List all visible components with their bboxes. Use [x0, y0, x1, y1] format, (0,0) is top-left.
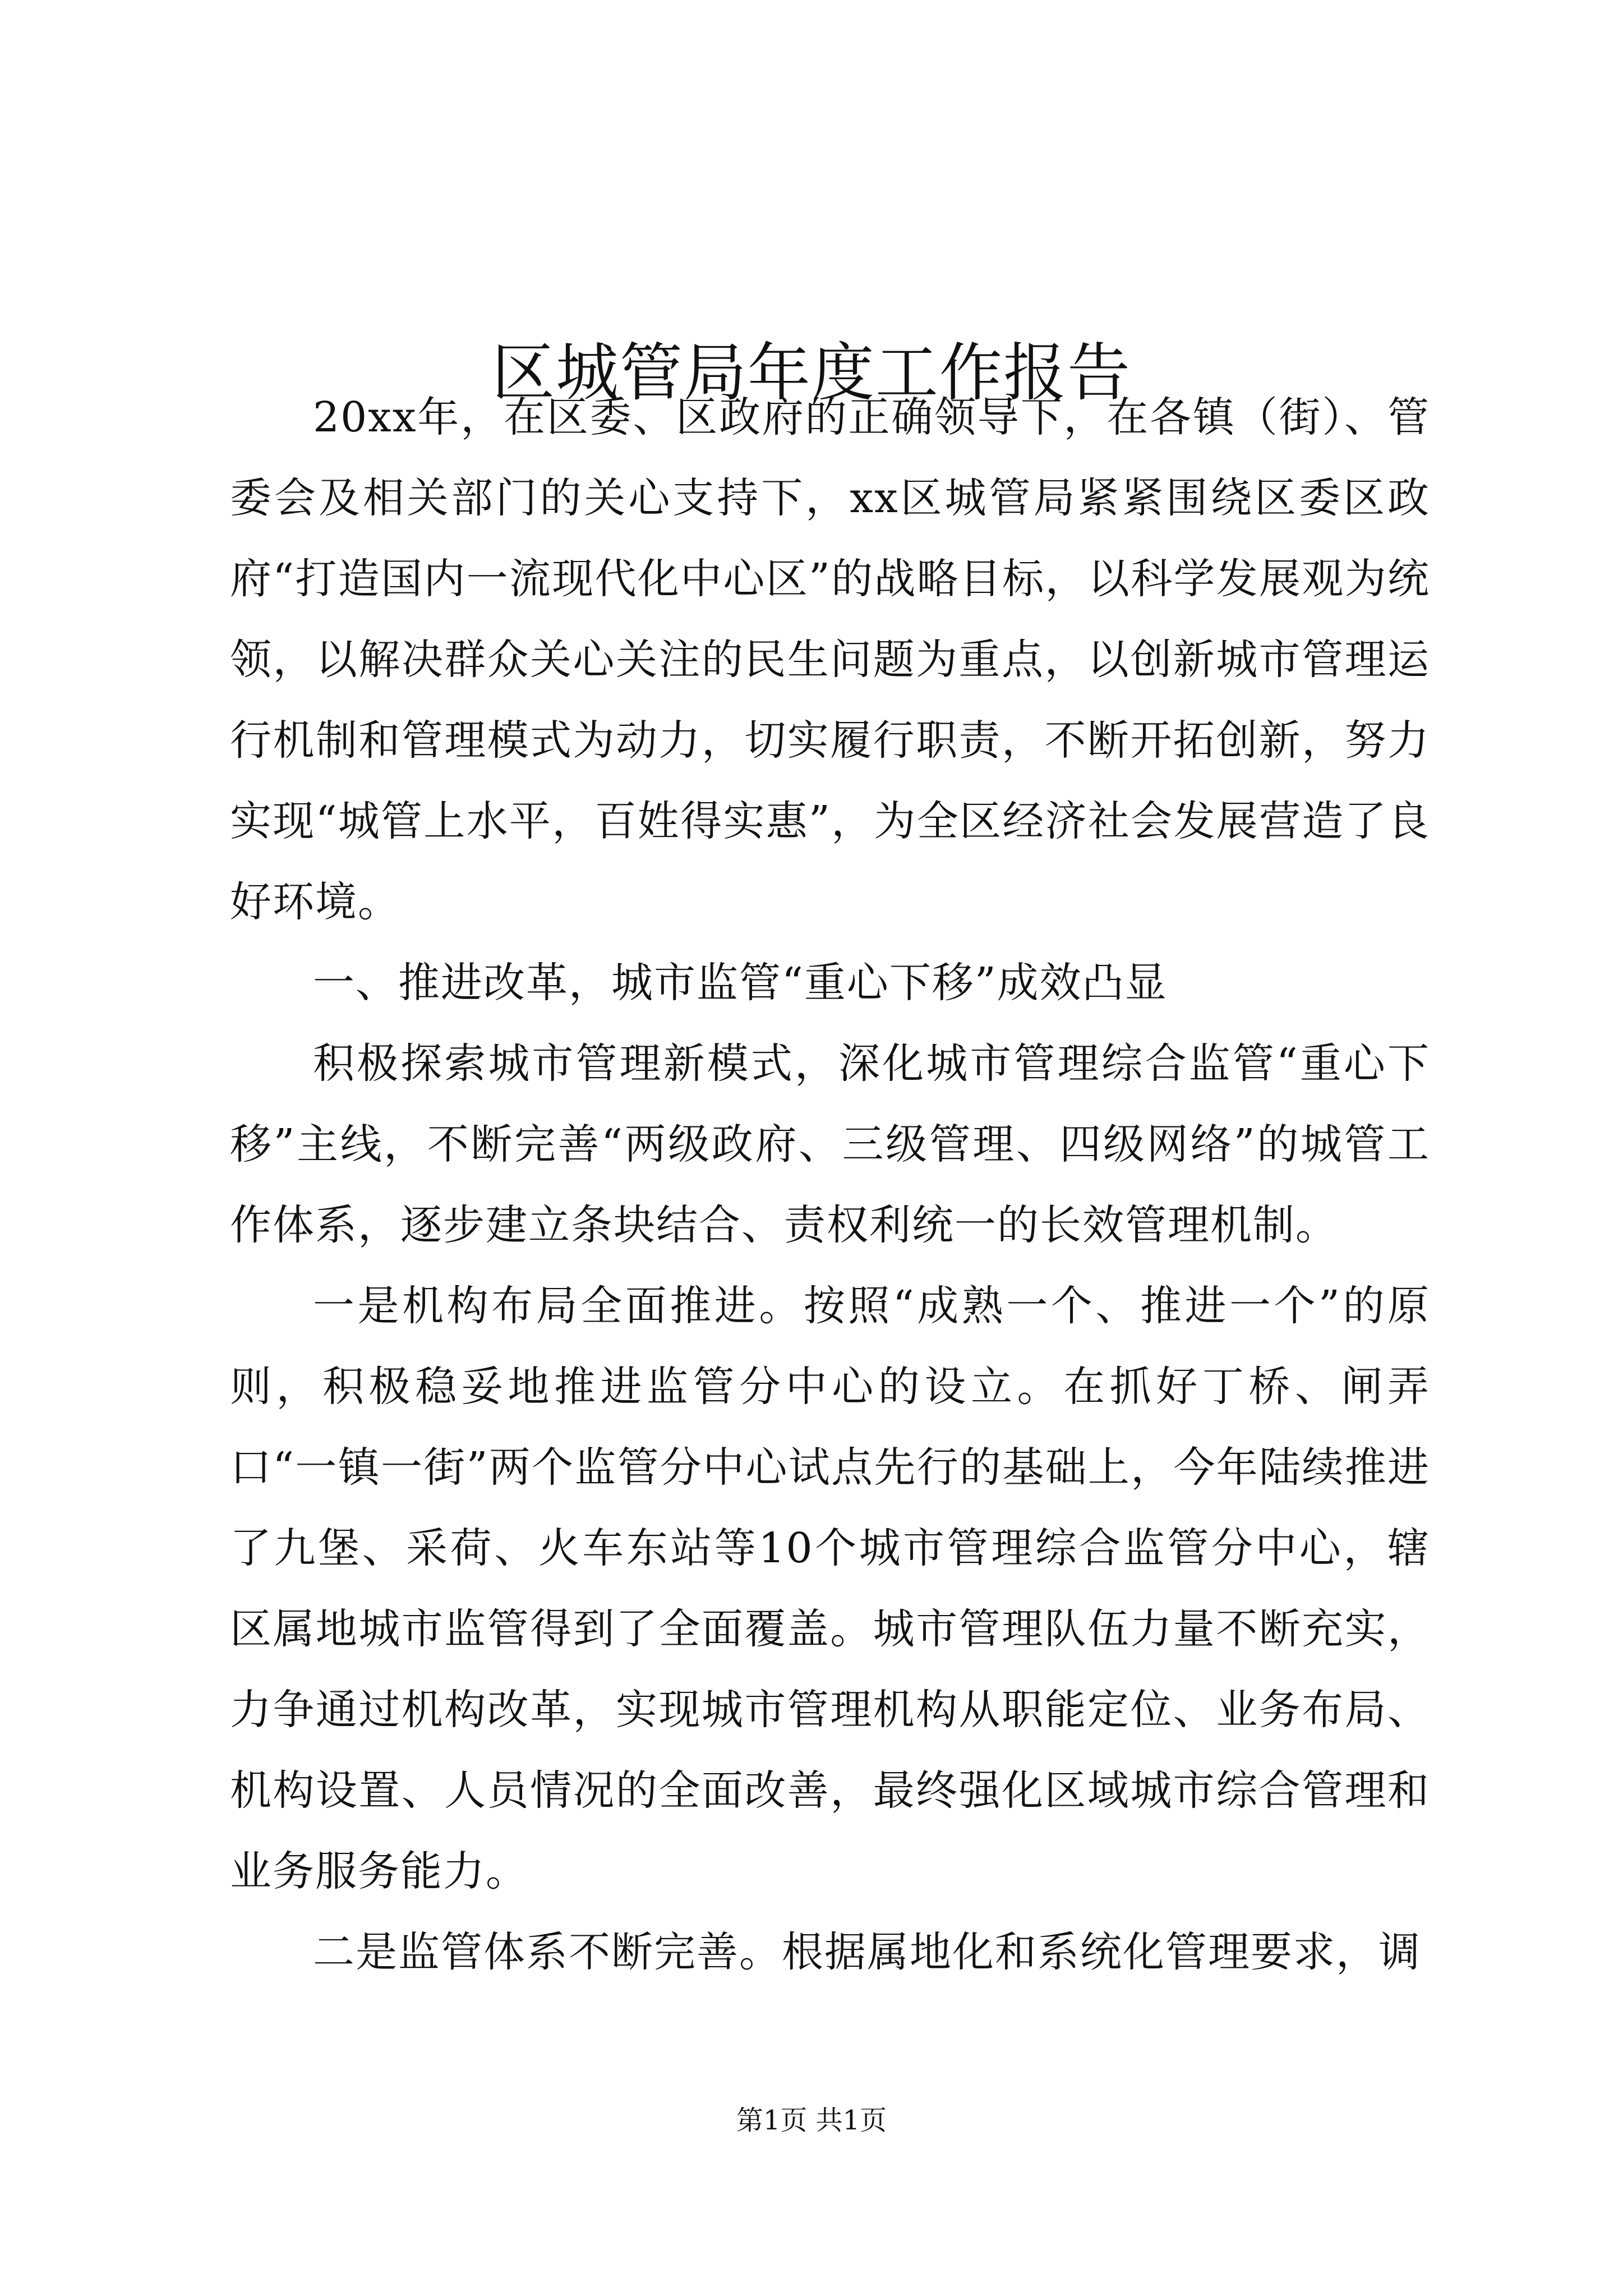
point-paragraph-2: 二是监管体系不断完善。根据属地化和系统化管理要求，调: [313, 1928, 1421, 1976]
document-title: 区城管局年度工作报告: [492, 337, 1131, 410]
page-footer: 第1页 共1页: [736, 2105, 887, 2136]
document-body: [230, 377, 1430, 1993]
section-heading-1: 一、推进改革，城市监管“重心下移”成效凸显: [313, 959, 1168, 1007]
intro-paragraph: 20xx年，在区委、区政府的正确领导下，在各镇（街）、管委会及相关部门的关心支持下，xx区城管局紧紧围绕区委区政府“打造国内一流现代化中心区”的战略目标，以科学发展观为统领，以解决群众关心关注的民生问题为重点，以创新城市管理运行机制和管理模式为动力，切实履行职责，不断开拓创新，努力实现“城管上水平，百姓得实惠”，为全区经济社会发展营造了良好环境。: [230, 393, 1430, 926]
section-paragraph: 积极探索城市管理新模式，深化城市管理综合监管“重心下移”主线，不断完善“两级政府、三级管理、四级网络”的城管工作体系，逐步建立条块结合、责权利统一的长效管理机制。: [230, 1039, 1430, 1249]
point-paragraph-1: 一是机构布局全面推进。按照“成熟一个、推进一个”的原则，积极稳妥地推进监管分中心的设立。在抓好丁桥、闸弄口“一镇一街”两个监管分中心试点先行的基础上，今年陆续推进了九堡、采荷、火车东站等10个城市管理综合监管分中心，辖区属地城市监管得到了全面覆盖。城市管理队伍力量不断充实，力争通过机构改革，实现城市管理机构从职能定位、业务布局、机构设置、人员情况的全面改善，最终强化区域城市综合管理和业务服务能力。: [230, 1282, 1430, 1895]
